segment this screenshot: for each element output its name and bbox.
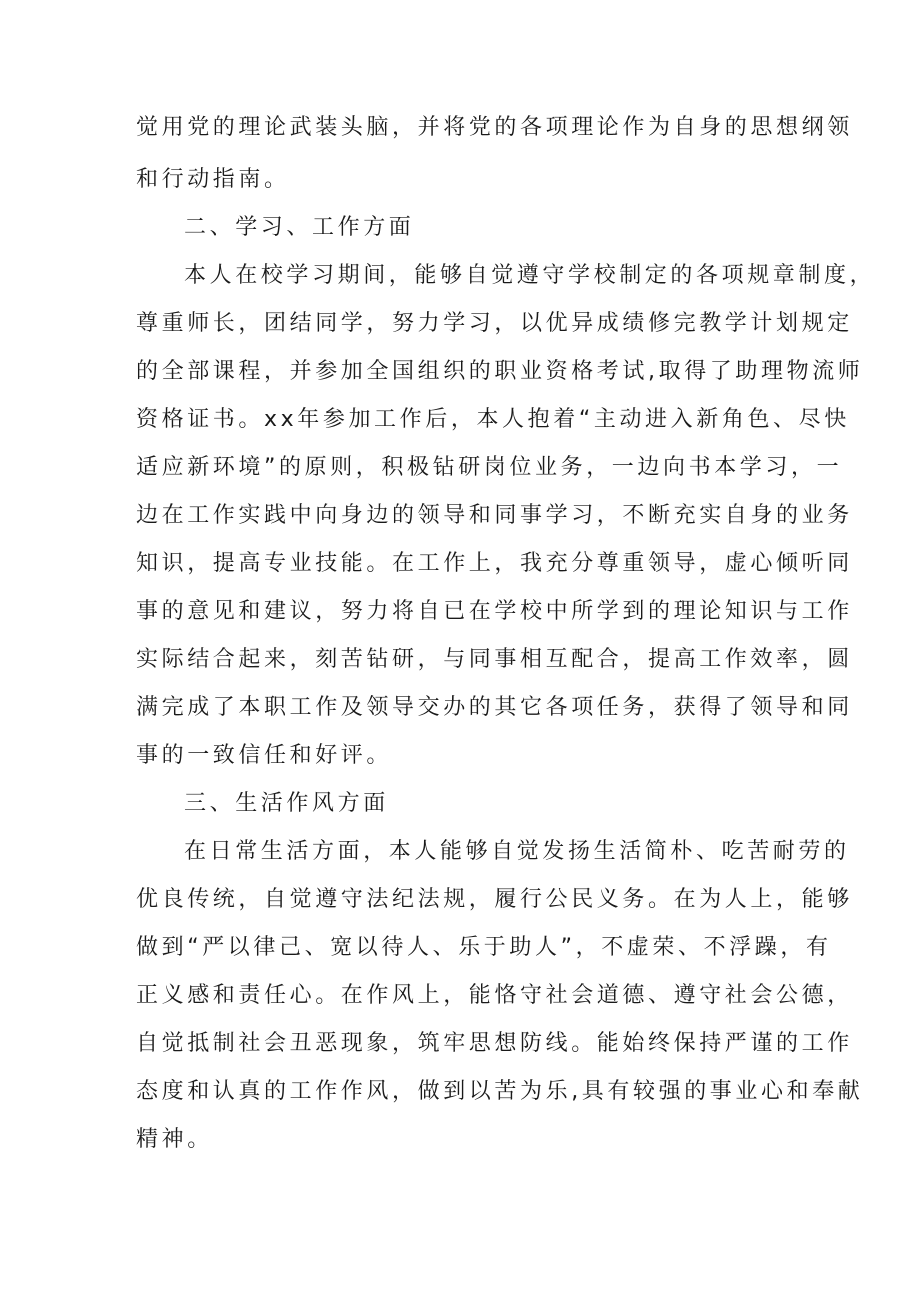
text-line: 精神。 <box>136 1127 213 1152</box>
text-line: 边在工作实践中向身边的领导和同事学习，不断充实自身的业务 <box>136 503 853 528</box>
text-line: 在日常生活方面，本人能够自觉发扬生活简朴、吃苦耐劳的 <box>184 839 850 864</box>
text-line: 做到“严以律己、宽以待人、乐于助人”，不虚荣、不浮躁，有 <box>136 935 832 960</box>
text-line: 觉用党的理论武装头脑，并将党的各项理论作为自身的思想纲领 <box>136 115 853 140</box>
text-line: 事的意见和建议，努力将自已在学校中所学到的理论知识与工作 <box>136 599 853 624</box>
text-line: 的全部课程，并参加全国组织的职业资格考试,取得了助理物流师 <box>136 359 864 384</box>
section-heading: 三、生活作风方面 <box>184 791 389 816</box>
text-line: 和行动指南。 <box>136 167 290 192</box>
text-line: 优良传统，自觉遵守法纪法规，履行公民义务。在为人上，能够 <box>136 887 853 912</box>
text-line: 正义感和责任心。在作风上，能恪守社会道德、遵守社会公德， <box>136 983 853 1008</box>
text-line: 实际结合起来，刻苦钻研，与同事相互配合，提高工作效率，圆 <box>136 647 853 672</box>
text-line: 资格证书。xx年参加工作后，本人抱着“主动进入新角色、尽快 <box>136 407 850 432</box>
text-line: 知识，提高专业技能。在工作上，我充分尊重领导，虚心倾听同 <box>136 551 853 576</box>
text-line: 尊重师长，团结同学，努力学习，以优异成绩修完教学计划规定 <box>136 311 853 336</box>
text-line: 满完成了本职工作及领导交办的其它各项任务，获得了领导和同 <box>136 695 853 720</box>
section-heading: 二、学习、工作方面 <box>184 215 415 240</box>
text-line: 自觉抵制社会丑恶现象，筑牢思想防线。能始终保持严谨的工作 <box>136 1031 853 1056</box>
text-line: 本人在校学习期间，能够自觉遵守学校制定的各项规章制度， <box>184 263 876 288</box>
text-line: 态度和认真的工作作风，做到以苦为乐,具有较强的事业心和奉献 <box>136 1079 864 1104</box>
text-line: 事的一致信任和好评。 <box>136 743 393 768</box>
text-line: 适应新环境”的原则，积极钻研岗位业务，一边向书本学习，一 <box>136 455 843 480</box>
